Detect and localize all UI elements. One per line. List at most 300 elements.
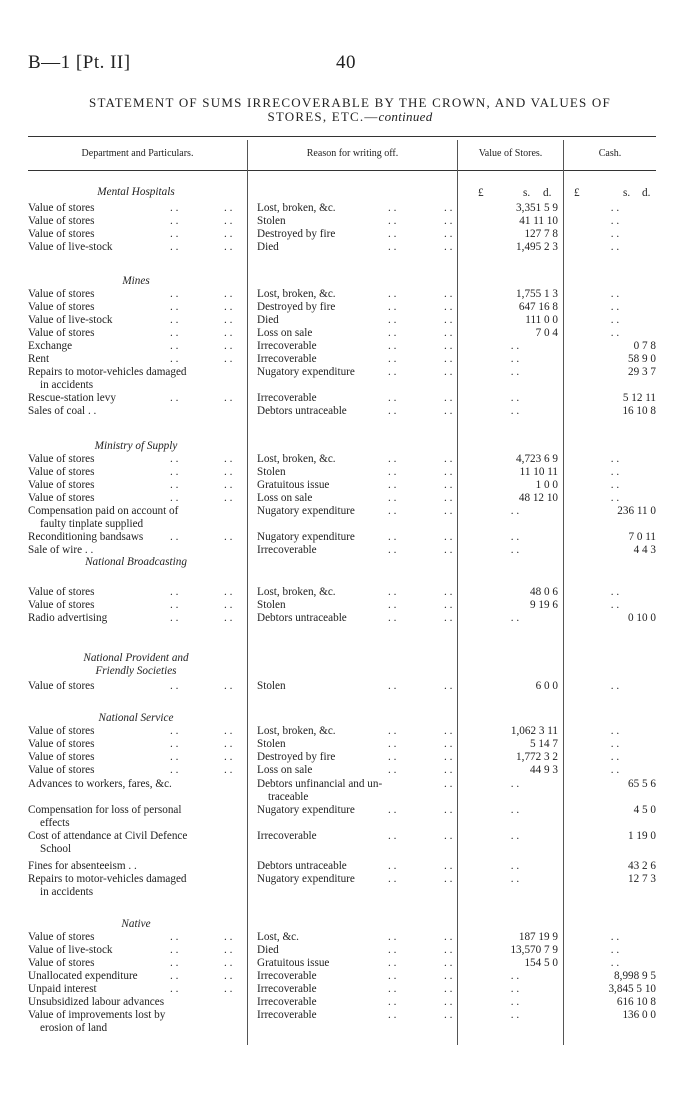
reason-cell: Loss on sale: [257, 492, 313, 504]
section-title: Ministry of Supply: [94, 440, 178, 452]
value-of-stores-cell: 127 7 8: [524, 228, 558, 240]
leader-dots: . .: [388, 327, 397, 339]
value-shilling-unit: s.: [523, 187, 531, 199]
section-title: National Broadcasting: [85, 556, 187, 568]
reason-cell: Gratuitous issue: [257, 479, 330, 491]
cash-cell: . .: [610, 327, 620, 339]
leader-dots: . .: [170, 586, 179, 598]
particulars-continuation: effects: [40, 817, 70, 829]
leader-dots: . .: [444, 327, 453, 339]
reason-cell: Loss on sale: [257, 327, 313, 339]
table-row: [0, 314, 700, 327]
value-of-stores-cell: . .: [510, 860, 520, 872]
leader-dots: . .: [388, 738, 397, 750]
reason-cell: Stolen: [257, 215, 286, 227]
value-of-stores-cell: 1,755 1 3: [516, 288, 558, 300]
cash-cell: 7 0 11: [628, 531, 656, 543]
cash-cell: . .: [610, 586, 620, 598]
reason-cell: Lost, broken, &c.: [257, 725, 336, 737]
reason-cell: Irrecoverable: [257, 1009, 317, 1021]
section-title-line-2: Friendly Societies: [95, 665, 177, 677]
leader-dots: . .: [388, 586, 397, 598]
cash-cell: 4 5 0: [633, 804, 656, 816]
leader-dots: . .: [388, 1009, 397, 1021]
reason-cell: Lost, &c.: [257, 931, 299, 943]
value-of-stores-cell: . .: [510, 544, 520, 556]
section-heading: [0, 275, 700, 288]
reason-cell: Debtors untraceable: [257, 860, 347, 872]
leader-dots: . .: [388, 944, 397, 956]
leader-dots: . .: [388, 314, 397, 326]
table-row: [0, 202, 700, 215]
leader-dots: . .: [444, 392, 453, 404]
value-of-stores-cell: 13,570 7 9: [510, 944, 558, 956]
leader-dots: . .: [388, 599, 397, 611]
leader-dots: . .: [224, 301, 233, 313]
leader-dots: . .: [444, 764, 453, 776]
reason-cell: Destroyed by fire: [257, 301, 336, 313]
reason-cell: Debtors unfinancial and un-: [257, 778, 383, 790]
table-row: [0, 680, 700, 693]
value-of-stores-cell: . .: [510, 505, 520, 517]
cash-cell: . .: [610, 957, 620, 969]
leader-dots: . .: [444, 944, 453, 956]
particulars-cell: Value of stores: [28, 327, 95, 339]
particulars-cell: Value of stores: [28, 466, 95, 478]
leader-dots: . .: [444, 505, 453, 517]
leader-dots: . .: [224, 931, 233, 943]
table-row: [0, 944, 700, 957]
leader-dots: . .: [170, 492, 179, 504]
value-of-stores-cell: . .: [510, 804, 520, 816]
leader-dots: . .: [170, 680, 179, 692]
table-row: [0, 479, 700, 492]
column-header-cash: Cash.: [598, 148, 622, 159]
cash-cell: . .: [610, 931, 620, 943]
leader-dots: . .: [444, 725, 453, 737]
leader-dots: . .: [388, 301, 397, 313]
table-row: [0, 453, 700, 466]
table-row: [0, 466, 700, 479]
value-pence-unit: d.: [543, 187, 552, 199]
leader-dots: . .: [170, 202, 179, 214]
leader-dots: . .: [224, 202, 233, 214]
particulars-cell: Value of stores: [28, 202, 95, 214]
leader-dots: . .: [444, 544, 453, 556]
leader-dots: . .: [388, 725, 397, 737]
value-of-stores-cell: 48 12 10: [518, 492, 558, 504]
particulars-cell: Sales of coal . .: [28, 405, 97, 417]
leader-dots: . .: [170, 612, 179, 624]
value-of-stores-cell: 3,351 5 9: [516, 202, 558, 214]
leader-dots: . .: [388, 479, 397, 491]
leader-dots: . .: [388, 860, 397, 872]
particulars-cell: Unpaid interest: [28, 983, 97, 995]
reason-cell: Nugatory expenditure: [257, 873, 355, 885]
particulars-cell: Compensation paid on account of: [28, 505, 179, 517]
leader-dots: . .: [444, 830, 453, 842]
cash-cell: 1 19 0: [628, 830, 656, 842]
particulars-continuation: School: [40, 843, 72, 855]
leader-dots: . .: [444, 599, 453, 611]
leader-dots: . .: [444, 751, 453, 763]
leader-dots: . .: [388, 996, 397, 1008]
particulars-cell: Value of stores: [28, 680, 95, 692]
leader-dots: . .: [170, 970, 179, 982]
leader-dots: . .: [224, 599, 233, 611]
value-of-stores-cell: 111 0 0: [525, 314, 558, 326]
leader-dots: . .: [444, 228, 453, 240]
leader-dots: . .: [444, 804, 453, 816]
leader-dots: . .: [224, 241, 233, 253]
reason-cell: Died: [257, 944, 279, 956]
table-row: [0, 751, 700, 764]
table-row: [0, 612, 700, 625]
table-row: [0, 764, 700, 777]
particulars-continuation: in accidents: [40, 379, 94, 391]
particulars-continuation: in accidents: [40, 886, 94, 898]
section-heading: [0, 918, 700, 931]
value-of-stores-cell: . .: [510, 392, 520, 404]
leader-dots: . .: [388, 353, 397, 365]
table-row: [0, 405, 700, 418]
leader-dots: . .: [170, 353, 179, 365]
cash-cell: . .: [610, 738, 620, 750]
value-of-stores-cell: . .: [510, 830, 520, 842]
particulars-cell: Rent: [28, 353, 50, 365]
particulars-cell: Value of stores: [28, 288, 95, 300]
cash-cell: 136 0 0: [622, 1009, 656, 1021]
leader-dots: . .: [224, 531, 233, 543]
particulars-cell: Value of improvements lost by: [28, 1009, 166, 1021]
particulars-cell: Value of stores: [28, 586, 95, 598]
particulars-cell: Value of stores: [28, 764, 95, 776]
particulars-cell: Compensation for loss of personal: [28, 804, 182, 816]
value-of-stores-cell: . .: [510, 340, 520, 352]
cash-cell: 65 5 6: [628, 778, 656, 790]
leader-dots: . .: [444, 983, 453, 995]
table-row: [0, 738, 700, 751]
reason-cell: Irrecoverable: [257, 830, 317, 842]
cash-cell: . .: [610, 479, 620, 491]
particulars-cell: Value of live-stock: [28, 241, 113, 253]
table-row: [0, 599, 700, 612]
leader-dots: . .: [444, 353, 453, 365]
leader-dots: . .: [224, 228, 233, 240]
cash-pound-unit: £: [574, 187, 580, 199]
leader-dots: . .: [388, 931, 397, 943]
value-pound-unit: £: [478, 187, 484, 199]
value-of-stores-cell: 9 19 6: [530, 599, 558, 611]
reason-cell: Nugatory expenditure: [257, 804, 355, 816]
leader-dots: . .: [224, 738, 233, 750]
page-number: 40: [336, 52, 356, 73]
particulars-cell: Value of stores: [28, 931, 95, 943]
table-row: [0, 873, 700, 898]
value-of-stores-cell: 11 10 11: [519, 466, 558, 478]
value-of-stores-cell: . .: [510, 612, 520, 624]
table-row: [0, 970, 700, 983]
table-row: [0, 804, 700, 829]
value-of-stores-cell: 1,495 2 3: [516, 241, 558, 253]
cash-cell: 236 11 0: [617, 505, 656, 517]
leader-dots: . .: [444, 957, 453, 969]
leader-dots: . .: [388, 544, 397, 556]
reason-cell: Destroyed by fire: [257, 751, 336, 763]
reason-cell: Irrecoverable: [257, 353, 317, 365]
reason-cell: Lost, broken, &c.: [257, 586, 336, 598]
particulars-cell: Value of stores: [28, 738, 95, 750]
reason-cell: Debtors untraceable: [257, 405, 347, 417]
value-of-stores-cell: 6 0 0: [535, 680, 558, 692]
leader-dots: . .: [444, 738, 453, 750]
table-row: [0, 353, 700, 366]
section-title: Mines: [122, 275, 150, 287]
leader-dots: . .: [444, 586, 453, 598]
particulars-cell: Radio advertising: [28, 612, 108, 624]
value-of-stores-cell: . .: [510, 366, 520, 378]
leader-dots: . .: [388, 830, 397, 842]
leader-dots: . .: [224, 612, 233, 624]
leader-dots: . .: [224, 944, 233, 956]
value-of-stores-cell: . .: [510, 970, 520, 982]
particulars-cell: Cost of attendance at Civil Defence: [28, 830, 188, 842]
value-of-stores-cell: 5 14 7: [530, 738, 558, 750]
leader-dots: . .: [224, 492, 233, 504]
particulars-cell: Value of stores: [28, 751, 95, 763]
leader-dots: . .: [444, 970, 453, 982]
particulars-cell: Exchange: [28, 340, 73, 352]
cash-cell: . .: [610, 301, 620, 313]
reason-cell: Stolen: [257, 738, 286, 750]
leader-dots: . .: [388, 983, 397, 995]
value-of-stores-cell: . .: [510, 405, 520, 417]
leader-dots: . .: [444, 996, 453, 1008]
cash-cell: . .: [610, 680, 620, 692]
particulars-cell: Value of stores: [28, 725, 95, 737]
section-title: Native: [121, 918, 151, 930]
leader-dots: . .: [388, 612, 397, 624]
value-of-stores-cell: . .: [510, 531, 520, 543]
value-of-stores-cell: . .: [510, 1009, 520, 1021]
leader-dots: . .: [224, 970, 233, 982]
reason-cell: Nugatory expenditure: [257, 531, 355, 543]
title-line-2: [24, 110, 676, 124]
section-heading: [0, 652, 700, 677]
table-row: [0, 531, 700, 544]
value-of-stores-cell: 48 0 6: [530, 586, 558, 598]
table-row: [0, 586, 700, 599]
reason-cell: Irrecoverable: [257, 983, 317, 995]
cash-cell: . .: [610, 288, 620, 300]
cash-cell: . .: [610, 202, 620, 214]
value-of-stores-cell: . .: [510, 873, 520, 885]
cash-cell: 4 4 3: [633, 544, 656, 556]
particulars-cell: Rescue-station levy: [28, 392, 116, 404]
table-row: [0, 505, 700, 530]
table-row: [0, 1009, 700, 1034]
cash-cell: 8,998 9 5: [614, 970, 656, 982]
leader-dots: . .: [170, 288, 179, 300]
leader-dots: . .: [170, 738, 179, 750]
leader-dots: . .: [444, 405, 453, 417]
leader-dots: . .: [224, 764, 233, 776]
leader-dots: . .: [388, 531, 397, 543]
leader-dots: . .: [224, 453, 233, 465]
column-header-particulars: Department and Particulars.: [81, 148, 194, 159]
leader-dots: . .: [388, 288, 397, 300]
cash-cell: 3,845 5 10: [608, 983, 656, 995]
table-row: [0, 392, 700, 405]
particulars-cell: Fines for absenteeism . .: [28, 860, 137, 872]
leader-dots: . .: [388, 680, 397, 692]
value-of-stores-cell: 7 0 4: [535, 327, 558, 339]
leader-dots: . .: [170, 599, 179, 611]
reason-continuation: traceable: [268, 791, 309, 803]
value-of-stores-cell: 41 11 10: [519, 215, 558, 227]
table-row: [0, 366, 700, 391]
table-row: [0, 983, 700, 996]
cash-cell: . .: [610, 241, 620, 253]
reason-cell: Irrecoverable: [257, 970, 317, 982]
value-of-stores-cell: . .: [510, 983, 520, 995]
cash-cell: . .: [610, 751, 620, 763]
particulars-cell: Value of stores: [28, 453, 95, 465]
title-line-2-main: STORES, ETC.—: [267, 109, 379, 124]
table-row: [0, 931, 700, 944]
leader-dots: . .: [170, 751, 179, 763]
table-row: [0, 725, 700, 738]
reason-cell: Died: [257, 314, 279, 326]
cash-cell: . .: [610, 725, 620, 737]
leader-dots: . .: [388, 202, 397, 214]
value-of-stores-cell: 647 16 8: [518, 301, 558, 313]
cash-cell: 43 2 6: [628, 860, 656, 872]
leader-dots: . .: [444, 340, 453, 352]
leader-dots: . .: [388, 970, 397, 982]
table-row: [0, 327, 700, 340]
column-header-reason: Reason for writing off.: [306, 148, 399, 159]
table-row: [0, 996, 700, 1009]
value-of-stores-cell: 154 5 0: [524, 957, 558, 969]
leader-dots: . .: [170, 957, 179, 969]
leader-dots: . .: [170, 340, 179, 352]
leader-dots: . .: [224, 215, 233, 227]
leader-dots: . .: [444, 778, 453, 790]
leader-dots: . .: [444, 453, 453, 465]
reason-cell: Lost, broken, &c.: [257, 288, 336, 300]
particulars-continuation: erosion of land: [40, 1022, 108, 1034]
leader-dots: . .: [224, 392, 233, 404]
title-line-2-italic: continued: [378, 109, 433, 124]
leader-dots: . .: [388, 492, 397, 504]
cash-cell: . .: [610, 228, 620, 240]
leader-dots: . .: [224, 983, 233, 995]
leader-dots: . .: [170, 466, 179, 478]
cash-cell: . .: [610, 599, 620, 611]
leader-dots: . .: [224, 466, 233, 478]
cash-cell: 616 10 8: [616, 996, 656, 1008]
particulars-continuation: faulty tinplate supplied: [40, 518, 144, 530]
cash-cell: 58 9 0: [628, 353, 656, 365]
reason-cell: Destroyed by fire: [257, 228, 336, 240]
cash-cell: . .: [610, 215, 620, 227]
cash-cell: . .: [610, 944, 620, 956]
leader-dots: . .: [444, 301, 453, 313]
leader-dots: . .: [224, 586, 233, 598]
value-of-stores-cell: 44 9 3: [530, 764, 558, 776]
reason-cell: Stolen: [257, 680, 286, 692]
leader-dots: . .: [388, 405, 397, 417]
table-row: [0, 340, 700, 353]
leader-dots: . .: [224, 314, 233, 326]
particulars-cell: Value of live-stock: [28, 314, 113, 326]
leader-dots: . .: [224, 680, 233, 692]
leader-dots: . .: [444, 215, 453, 227]
leader-dots: . .: [444, 612, 453, 624]
particulars-cell: Value of stores: [28, 301, 95, 313]
particulars-cell: Value of stores: [28, 479, 95, 491]
section-heading: [0, 186, 700, 199]
leader-dots: . .: [444, 873, 453, 885]
particulars-cell: Repairs to motor-vehicles damaged: [28, 366, 187, 378]
title-line-1: STATEMENT OF SUMS IRRECOVERABLE BY THE CROWN, AND VALUES OF: [89, 95, 611, 110]
leader-dots: . .: [444, 1009, 453, 1021]
section-heading: [0, 556, 700, 569]
section-title: Mental Hospitals: [97, 186, 175, 198]
particulars-cell: Value of stores: [28, 957, 95, 969]
cash-cell: 29 3 7: [628, 366, 656, 378]
leader-dots: . .: [170, 301, 179, 313]
leader-dots: . .: [170, 764, 179, 776]
cash-cell: 0 7 8: [633, 340, 656, 352]
leader-dots: . .: [444, 931, 453, 943]
leader-dots: . .: [444, 241, 453, 253]
particulars-cell: Value of stores: [28, 215, 95, 227]
cash-cell: . .: [610, 314, 620, 326]
reason-cell: Lost, broken, &c.: [257, 202, 336, 214]
column-header-value: Value of Stores.: [478, 148, 543, 159]
leader-dots: . .: [170, 327, 179, 339]
section-title: National Service: [98, 712, 174, 724]
particulars-cell: Value of live-stock: [28, 944, 113, 956]
particulars-cell: Advances to workers, fares, &c.: [28, 778, 172, 790]
reason-cell: Died: [257, 241, 279, 253]
particulars-cell: Repairs to motor-vehicles damaged: [28, 873, 187, 885]
leader-dots: . .: [444, 314, 453, 326]
value-of-stores-cell: 187 19 9: [518, 931, 558, 943]
leader-dots: . .: [224, 340, 233, 352]
reason-cell: Lost, broken, &c.: [257, 453, 336, 465]
leader-dots: . .: [224, 327, 233, 339]
leader-dots: . .: [388, 751, 397, 763]
leader-dots: . .: [224, 479, 233, 491]
leader-dots: . .: [388, 392, 397, 404]
leader-dots: . .: [388, 228, 397, 240]
section-title: National Provident and: [83, 652, 189, 664]
reason-cell: Stolen: [257, 466, 286, 478]
cash-cell: 5 12 11: [622, 392, 656, 404]
leader-dots: . .: [388, 340, 397, 352]
particulars-cell: Sale of wire . .: [28, 544, 94, 556]
reason-cell: Nugatory expenditure: [257, 505, 355, 517]
table-top-rule: [28, 136, 656, 137]
document-reference: B—1 [Pt. II]: [28, 52, 131, 73]
reason-cell: Irrecoverable: [257, 544, 317, 556]
leader-dots: . .: [388, 215, 397, 227]
cash-cell: 12 7 3: [628, 873, 656, 885]
leader-dots: . .: [444, 531, 453, 543]
